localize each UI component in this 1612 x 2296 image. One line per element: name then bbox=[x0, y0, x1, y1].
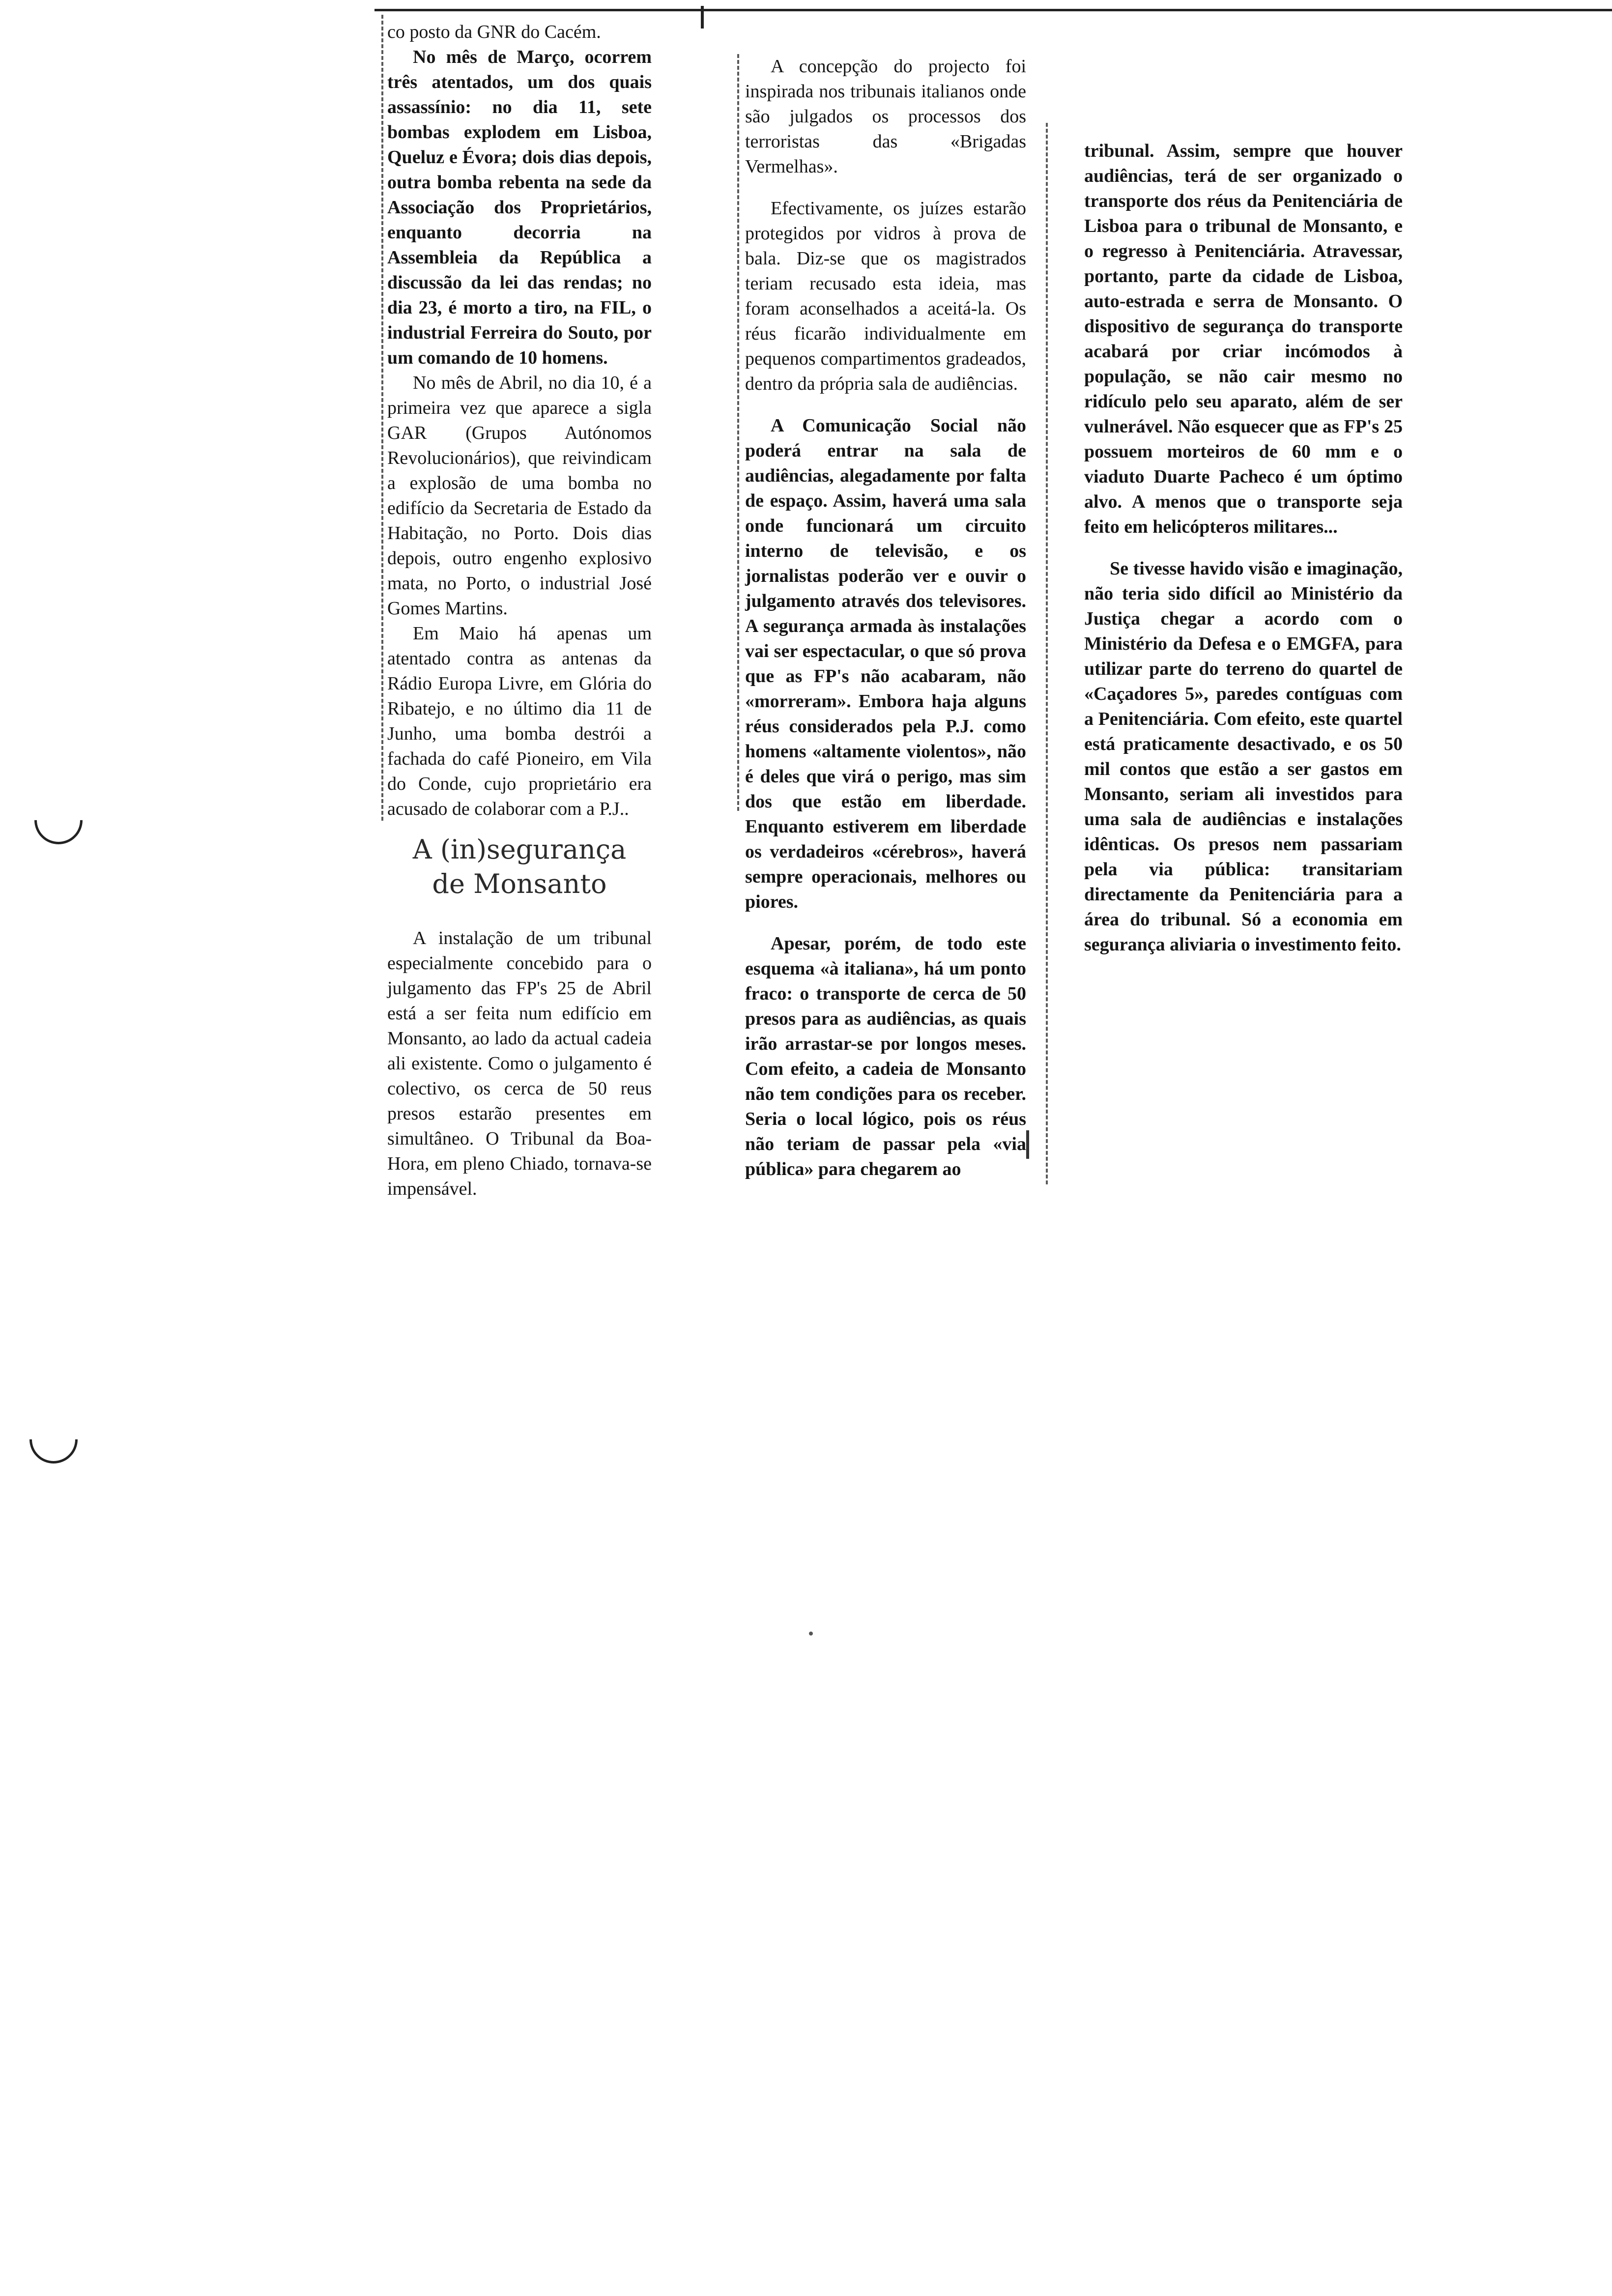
col1-fragment: co posto da GNR do Cacém. bbox=[387, 22, 601, 42]
section-headline bbox=[387, 832, 652, 901]
col1-paragraph-may: Em Maio há apenas um atentado contra as antenas da Rádio Europa Livre, em Glória do Ribatejo, e no último dia 11 de Junho, uma bomba destrói a fachada do café Pioneiro, em Vila do Conde, cujo proprietário era acusado de colaborar com a P.J.. bbox=[387, 623, 652, 819]
top-rule bbox=[374, 9, 1612, 11]
headline-line-1: A (in)segurança bbox=[412, 834, 627, 865]
column-rule-middle bbox=[737, 54, 739, 811]
col2-paragraph-comunicacao: A Comunicação Social não poderá entrar na sala de audiências, alegadamente por falta de espaço. Assim, haverá uma sala onde funcionará um circuito interno de televisão, e os jornalistas poderão ver e ouvir o julgamento através dos televisores. A segurança armada às instalações vai ser espectacular, o que só prova que as FP's não acabaram, não «morreram». Embora haja alguns réus considerados pela P.J. como homens «altamente violentos», não é deles que virá o perigo, mas sim dos que estão em liberdade. Enquanto estiverem em liberdade os verdadeiros «cérebros», haverá sempre operacionais, melhores ou piores. bbox=[745, 415, 1026, 912]
col2-paragraph-transporte: Apesar, porém, de todo este esquema «à italiana», há um ponto fraco: o transporte de cerca de 50 presos para as audiências, as quais irão arrastar-se por longos meses. Com efeito, a cadeia de Monsanto não tem condições para os receber. Seria o local lógico, pois os réus não teriam de passar pela «via pública» para chegarem ao bbox=[745, 933, 1026, 1179]
scan-mark bbox=[1026, 1130, 1029, 1159]
top-rule-tick bbox=[701, 6, 704, 29]
column-rule-right bbox=[1046, 123, 1048, 1184]
col2-paragraph-concepcao: A concepção do projecto foi inspirada nos tribunais italianos onde são julgados os processos dos terroristas das «Brigadas Vermelhas». bbox=[745, 56, 1026, 177]
col2-paragraph-juizes: Efectivamente, os juízes estarão protegidos por vidros à prova de bala. Diz-se que os magistrados teriam recusado esta ideia, mas foram aconselhados a aceitá-la. Os réus ficarão individualmente em pequenos compartimentos gradeados, dentro da própria sala de audiências. bbox=[745, 198, 1026, 394]
column-1 bbox=[387, 20, 652, 1202]
binder-hole-mark-upper bbox=[25, 786, 93, 855]
col1-paragraph-april: No mês de Abril, no dia 10, é a primeira vez que aparece a sigla GAR (Grupos Autónomos Revolucionários), que reivindicam a explosão de uma bomba no edifício da Secretaria de Estado da Habitação, no Porto. Dois dias depois, outro engenho explosivo mata, no Porto, o industrial José Gomes Martins. bbox=[387, 373, 652, 619]
column-3 bbox=[1084, 139, 1403, 957]
column-2 bbox=[745, 54, 1026, 1182]
column-rule-left bbox=[381, 15, 383, 821]
speck-mark bbox=[809, 1632, 813, 1636]
col1-paragraph-tribunal: A instalação de um tribunal especialmente concebido para o julgamento das FP's 25 de Abril está a ser feita num edifício em Monsanto, ao lado da actual cadeia ali existente. Como o julgamento é colectivo, os cerca de 50 reus presos estarão presentes em simultâneo. O Tribunal da Boa-Hora, em pleno Chiado, tornava-se impensável. bbox=[387, 928, 652, 1199]
col3-paragraph-tribunal: tribunal. Assim, sempre que houver audiências, terá de ser organizado o transporte dos réus da Penitenciária de Lisboa para o tribunal de Monsanto, e o regresso à Penitenciária. Atravessar, portanto, parte da cidade de Lisboa, auto-estrada e serra de Monsanto. O dispositivo de segurança do transporte acabará por criar incómodos à população, se não cair mesmo no ridículo pelo seu aparato, além de ser vulnerável. Não esquecer que as FP's 25 possuem morteiros de 60 mm e o viaduto Duarte Pacheco é um óptimo alvo. A menos que o transporte seja feito em helicópteros militares... bbox=[1084, 141, 1403, 537]
binder-hole-mark-lower bbox=[20, 1406, 88, 1474]
headline-line-2: de Monsanto bbox=[432, 868, 607, 899]
col3-paragraph-visao: Se tivesse havido visão e imaginação, não teria sido difícil ao Ministério da Justiça chegar a acordo com o Ministério da Defesa e o EMGFA, para utilizar parte do terreno do quartel de «Caçadores 5», paredes contíguas com a Penitenciária. Com efeito, este quartel está praticamente desactivado, e os 50 mil contos que estão a ser gastos em Monsanto, seriam ali investidos para uma sala de audiências e instalações idênticas. Os presos nem passariam pela via pública: transitariam directamente da Penitenciária para a área do tribunal. Só a economia em segurança aliviaria o investimento feito. bbox=[1084, 558, 1403, 955]
col1-paragraph-march: No mês de Março, ocorrem três atentados, um dos quais assassínio: no dia 11, sete bombas explodem em Lisboa, Queluz e Évora; dois dias depois, outra bomba rebenta na sede da Associação dos Proprietários, enquanto decorria na Assembleia da República a discussão da lei das rendas; no dia 23, é morto a tiro, na FIL, o industrial Ferreira do Souto, por um comando de 10 homens. bbox=[387, 47, 652, 368]
